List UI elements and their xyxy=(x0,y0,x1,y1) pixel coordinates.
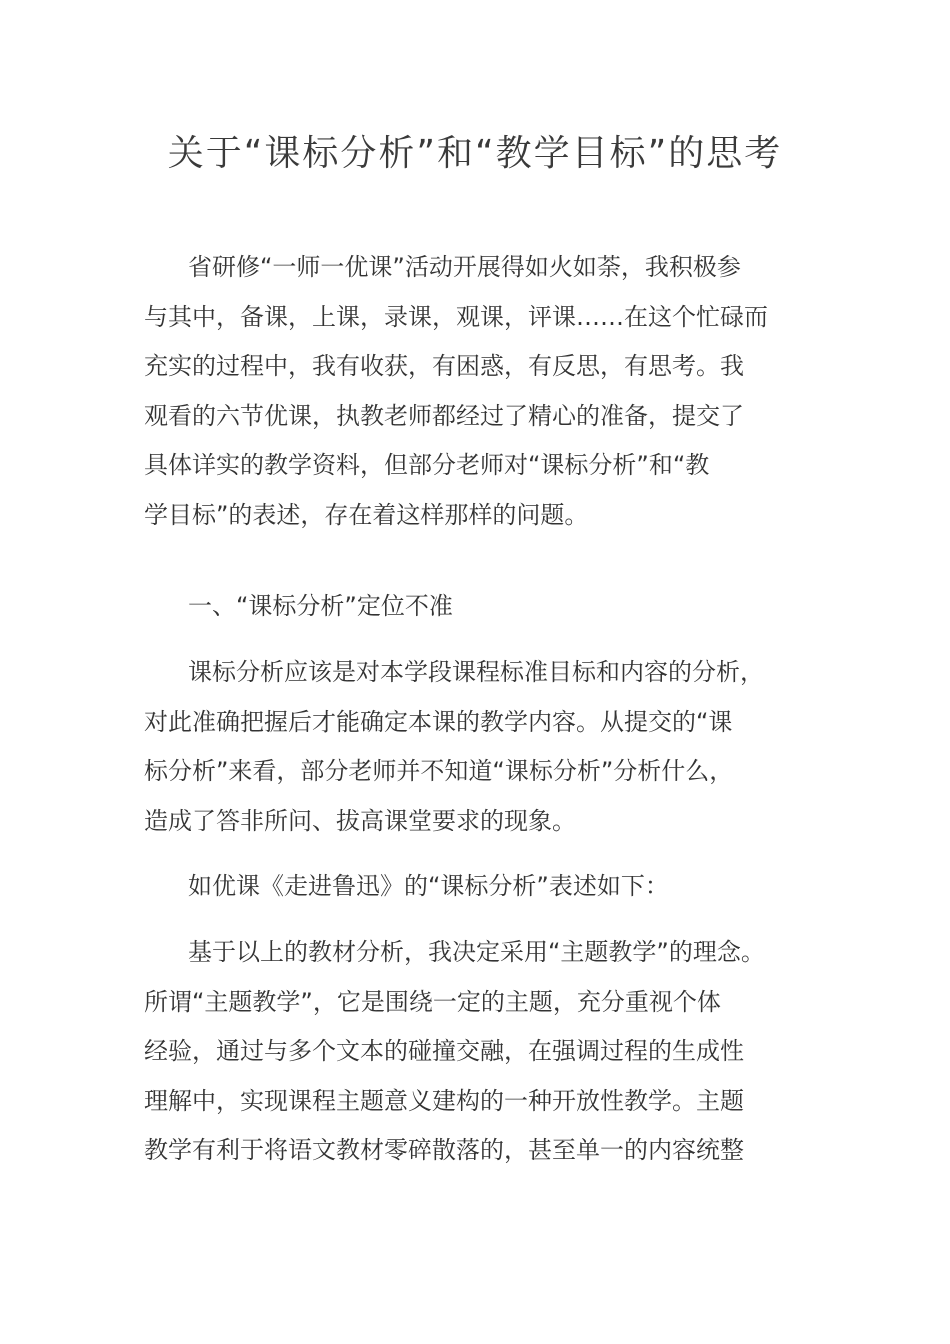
paragraph-line: 观看的六节优课，执教老师都经过了精心的准备，提交了 xyxy=(144,401,744,430)
section-heading-1 xyxy=(144,582,844,632)
paragraph-example-intro xyxy=(144,862,844,912)
paragraph-line: 造成了答非所问、拔高课堂要求的现象。 xyxy=(144,806,576,835)
paragraph-line: 省研修“一师一优课”活动开展得如火如荼，我积极参 xyxy=(188,253,741,281)
paragraph-line: 具体详实的教学资料，但部分老师对“课标分析”和“教 xyxy=(144,451,710,479)
paragraph-line: 标分析”来看，部分老师并不知道“课标分析”分析什么， xyxy=(144,757,734,785)
paragraph-curriculum-analysis xyxy=(144,648,844,846)
paragraph-line: 理解中，实现课程主题意义建构的一种开放性教学。主题 xyxy=(144,1086,744,1115)
paragraph-line: 所谓“主题教学”，它是围绕一定的主题，充分重视个体 xyxy=(144,987,721,1016)
paragraph-line: 一、“课标分析”定位不准 xyxy=(188,592,453,620)
paragraph-line: 学目标”的表述，存在着这样那样的问题。 xyxy=(144,500,589,529)
paragraph-line: 与其中，备课，上课，录课，观课，评课……在这个忙碌而 xyxy=(144,302,768,331)
paragraph-line: 对此准确把握后才能确定本课的教学内容。从提交的“课 xyxy=(144,707,733,736)
paragraph-line: 课标分析应该是对本学段课程标准目标和内容的分析， xyxy=(188,658,764,686)
paragraph-intro xyxy=(144,243,844,540)
paragraph-line: 经验，通过与多个文本的碰撞交融，在强调过程的生成性 xyxy=(144,1037,744,1065)
paragraph-example-quote xyxy=(144,928,844,1176)
paragraph-line: 教学有利于将语文教材零碎散落的，甚至单一的内容统整 xyxy=(144,1136,744,1164)
paragraph-line: 如优课《走进鲁迅》的“课标分析”表述如下： xyxy=(188,872,669,900)
document-title: 关于“课标分析”和“教学目标”的思考 xyxy=(167,133,783,174)
paragraph-line: 基于以上的教材分析，我决定采用“主题教学”的理念。 xyxy=(188,938,765,966)
paragraph-line: 充实的过程中，我有收获，有困惑，有反思，有思考。我 xyxy=(144,352,744,380)
